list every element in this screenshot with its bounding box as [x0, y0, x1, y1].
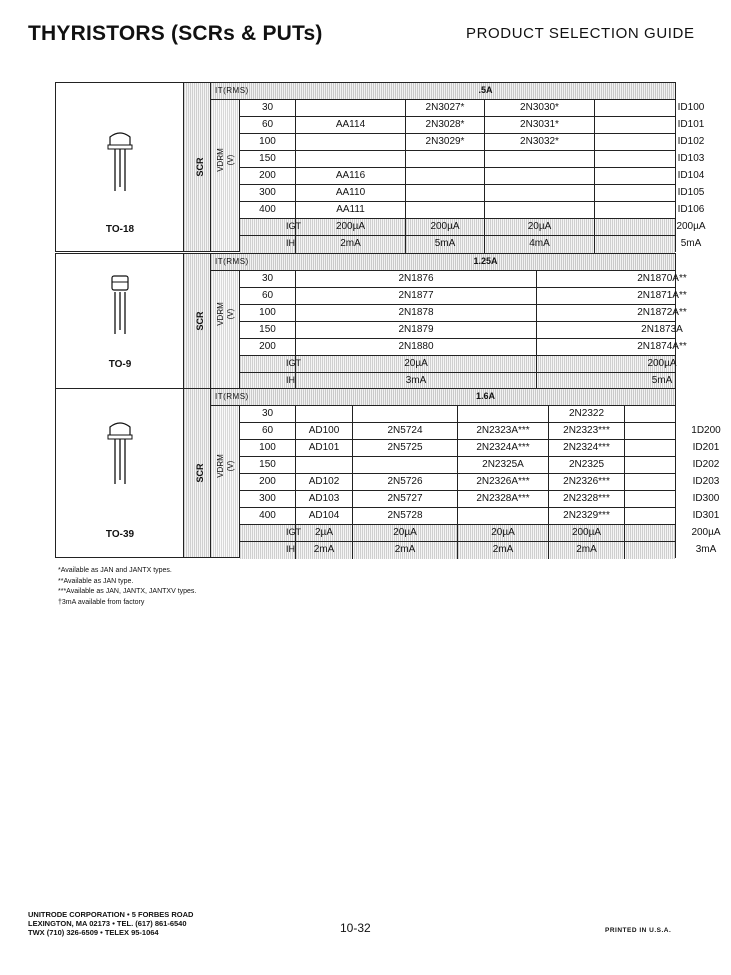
part-number: ID202: [624, 457, 731, 473]
table-row: [240, 339, 687, 356]
footnote: ***Available as JAN, JANTX, JANTXV types.: [58, 588, 197, 595]
ih-row: [240, 542, 717, 559]
igt-value: 200µA: [594, 219, 731, 235]
igt-label: IGT: [286, 358, 301, 368]
part-number: [405, 202, 484, 218]
current-rating: 1.25A: [473, 256, 498, 266]
part-number: 2N1877: [295, 288, 536, 304]
part-number: 2N2324A***: [457, 440, 548, 456]
igt-row: [240, 525, 721, 542]
voltage-value: 200: [259, 170, 276, 181]
table-row: [240, 322, 683, 339]
company-info: [28, 910, 193, 937]
part-number: ID104: [594, 168, 731, 184]
section-to-18: [55, 82, 706, 252]
part-number: 2N1876: [295, 271, 536, 287]
page-number: 10-32: [340, 921, 371, 935]
part-number: ID103: [594, 151, 731, 167]
voltage-value: 400: [259, 204, 276, 215]
igt-value: 2µA: [295, 525, 352, 541]
voltage-value: 150: [259, 459, 276, 470]
vdrm-label: VDRM (V): [216, 147, 235, 172]
part-number: 2N1872A**: [536, 305, 731, 321]
part-number: [295, 151, 405, 167]
table-row: [240, 423, 721, 440]
voltage-value: 200: [259, 341, 276, 352]
voltage-value: 300: [259, 187, 276, 198]
part-number: 2N1871A**: [536, 288, 731, 304]
table-row: [240, 491, 720, 508]
ih-value: 2mA: [295, 236, 405, 253]
voltage-value: 200: [259, 476, 276, 487]
part-number: 2N2325: [548, 457, 624, 473]
voltage-value: 30: [261, 408, 274, 419]
footnotes: [58, 566, 196, 608]
transistor-package-icon: [100, 131, 140, 193]
part-number: [457, 508, 548, 524]
ih-value: 2mA: [352, 542, 457, 559]
part-number: AD103: [295, 491, 352, 507]
table-row: [240, 271, 687, 288]
section-to-9: [55, 253, 687, 389]
part-number: 2N1879: [295, 322, 536, 338]
igt-label: IGT: [286, 527, 301, 537]
part-number: AD100: [295, 423, 352, 439]
part-number: [295, 457, 352, 473]
part-number: 2N3030*: [484, 100, 594, 116]
igt-row: [240, 356, 675, 373]
company-telex: TWX (710) 326-6509 • TELEX 95-1064: [28, 928, 159, 937]
voltage-value: 30: [261, 273, 274, 284]
current-header: [211, 254, 675, 271]
part-number: ID102: [594, 134, 731, 150]
part-number: 2N2323A***: [457, 423, 548, 439]
irms-label: IT(RMS): [215, 257, 249, 266]
ih-label: IH: [286, 544, 295, 554]
table-row: [240, 100, 705, 117]
transistor-package-icon: [100, 274, 140, 336]
part-number: 2N2325A: [457, 457, 548, 473]
ih-value: 5mA: [536, 373, 731, 390]
table-row: [240, 474, 720, 491]
package-cell: [56, 389, 184, 557]
part-number: 2N1880: [295, 339, 536, 355]
ih-label: IH: [286, 375, 295, 385]
printed-notice: PRINTED IN U.S.A.: [605, 927, 672, 934]
ih-value: 2mA: [295, 542, 352, 559]
part-number: ID201: [624, 440, 731, 456]
footnote: *Available as JAN and JANTX types.: [58, 567, 172, 574]
table-row: [240, 508, 720, 525]
ih-value: 5mA: [594, 236, 731, 253]
part-number: [624, 406, 731, 422]
current-rating: .5A: [478, 85, 493, 95]
part-number: 2N1870A**: [536, 271, 731, 287]
scr-label: SCR: [195, 311, 205, 331]
part-number: 2N3029*: [405, 134, 484, 150]
part-number: [405, 168, 484, 184]
table-row: [240, 440, 720, 457]
part-number: 2N2328***: [548, 491, 624, 507]
part-number: [352, 406, 457, 422]
irms-label: IT(RMS): [215, 86, 249, 95]
part-number: AA116: [295, 168, 405, 184]
part-number: AD101: [295, 440, 352, 456]
current-header: [211, 83, 675, 100]
part-number: 2N3028*: [405, 117, 484, 133]
ih-value: 2mA: [457, 542, 548, 559]
ih-label: IH: [286, 238, 295, 248]
vdrm-label: VDRM (V): [216, 453, 235, 478]
part-number: [405, 185, 484, 201]
table-row: [240, 134, 705, 151]
part-number: AA111: [295, 202, 405, 218]
voltage-value: 150: [259, 153, 276, 164]
part-number: 2N2328A***: [457, 491, 548, 507]
part-number: 2N1873A: [536, 322, 731, 338]
part-number: [295, 100, 405, 116]
part-number: [352, 457, 457, 473]
voltage-value: 60: [261, 119, 274, 130]
part-number: [405, 151, 484, 167]
igt-value: 200µA: [624, 525, 731, 541]
part-number: [457, 406, 548, 422]
igt-value: 200µA: [548, 525, 624, 541]
section-to-39: [55, 388, 721, 558]
voltage-value: 100: [259, 136, 276, 147]
igt-value: 20µA: [484, 219, 594, 235]
voltage-value: 150: [259, 324, 276, 335]
part-number: AA114: [295, 117, 405, 133]
part-number: ID203: [624, 474, 731, 490]
part-number: [484, 151, 594, 167]
part-number: 2N2324***: [548, 440, 624, 456]
ih-value: 3mA: [295, 373, 536, 390]
ih-value: 2mA: [548, 542, 624, 559]
igt-row: [240, 219, 706, 236]
current-header: [211, 389, 675, 406]
page-subtitle: PRODUCT SELECTION GUIDE: [466, 25, 695, 42]
part-number: AD102: [295, 474, 352, 490]
part-number: ID105: [594, 185, 731, 201]
irms-label: IT(RMS): [215, 392, 249, 401]
part-number: [295, 134, 405, 150]
part-number: 1D200: [624, 423, 731, 439]
voltage-value: 100: [259, 307, 276, 318]
voltage-value: 60: [261, 425, 274, 436]
scr-label: SCR: [195, 157, 205, 177]
package-label: TO-9: [108, 359, 132, 370]
part-number: 2N5724: [352, 423, 457, 439]
part-number: ID100: [594, 100, 731, 116]
part-number: 2N3032*: [484, 134, 594, 150]
package-cell: [56, 254, 184, 388]
part-number: 2N1874A**: [536, 339, 731, 355]
part-number: 2N3027*: [405, 100, 484, 116]
voltage-value: 30: [261, 102, 274, 113]
voltage-value: 300: [259, 493, 276, 504]
ih-value: 5mA: [405, 236, 484, 253]
ih-value: 3mA: [624, 542, 731, 559]
part-number: 2N2329***: [548, 508, 624, 524]
table-row: [240, 168, 705, 185]
part-number: [484, 185, 594, 201]
part-number: 2N2326***: [548, 474, 624, 490]
part-number: ID101: [594, 117, 731, 133]
part-number: 2N5727: [352, 491, 457, 507]
page-title: THYRISTORS (SCRs & PUTs): [28, 22, 323, 45]
part-number: 2N2323***: [548, 423, 624, 439]
scr-label: SCR: [195, 463, 205, 483]
table-row: [240, 457, 720, 474]
table-row: [240, 185, 705, 202]
ih-value: 4mA: [484, 236, 594, 253]
igt-label: IGT: [286, 221, 301, 231]
table-row: [240, 288, 687, 305]
package-label: TO-39: [105, 529, 135, 540]
table-row: [240, 151, 705, 168]
igt-value: 200µA: [405, 219, 484, 235]
part-number: 2N1878: [295, 305, 536, 321]
igt-value: 20µA: [457, 525, 548, 541]
part-number: 2N5725: [352, 440, 457, 456]
voltage-value: 60: [261, 290, 274, 301]
table-row: [240, 305, 687, 322]
part-number: ID301: [624, 508, 731, 524]
igt-value: 20µA: [295, 356, 536, 372]
vdrm-label: VDRM (V): [216, 301, 235, 326]
igt-value: 200µA: [295, 219, 405, 235]
transistor-package-icon: [100, 421, 140, 486]
part-number: 2N5728: [352, 508, 457, 524]
igt-value: 200µA: [536, 356, 731, 372]
part-number: 2N5726: [352, 474, 457, 490]
footnote: **Available as JAN type.: [58, 577, 134, 585]
company-address: LEXINGTON, MA 02173 • TEL. (617) 861-6540: [28, 919, 187, 928]
ih-row: [240, 236, 702, 253]
voltage-value: 400: [259, 510, 276, 521]
table-row: [240, 202, 705, 219]
part-number: 2N2322: [548, 406, 624, 422]
current-rating: 1.6A: [475, 391, 495, 401]
part-number: 2N2326A***: [457, 474, 548, 490]
igt-value: 20µA: [352, 525, 457, 541]
part-number: 2N3031*: [484, 117, 594, 133]
part-number: AA110: [295, 185, 405, 201]
package-label: TO-18: [105, 224, 135, 235]
part-number: [484, 202, 594, 218]
part-number: [484, 168, 594, 184]
voltage-value: 100: [259, 442, 276, 453]
part-number: AD104: [295, 508, 352, 524]
table-row: [240, 406, 675, 423]
part-number: ID300: [624, 491, 731, 507]
company-name: UNITRODE CORPORATION • 5 FORBES ROAD: [28, 910, 194, 919]
part-number: ID106: [594, 202, 731, 218]
package-cell: [56, 83, 184, 251]
footnote: †3mA available from factory: [58, 598, 145, 606]
part-number: [295, 406, 352, 422]
table-row: [240, 117, 705, 134]
